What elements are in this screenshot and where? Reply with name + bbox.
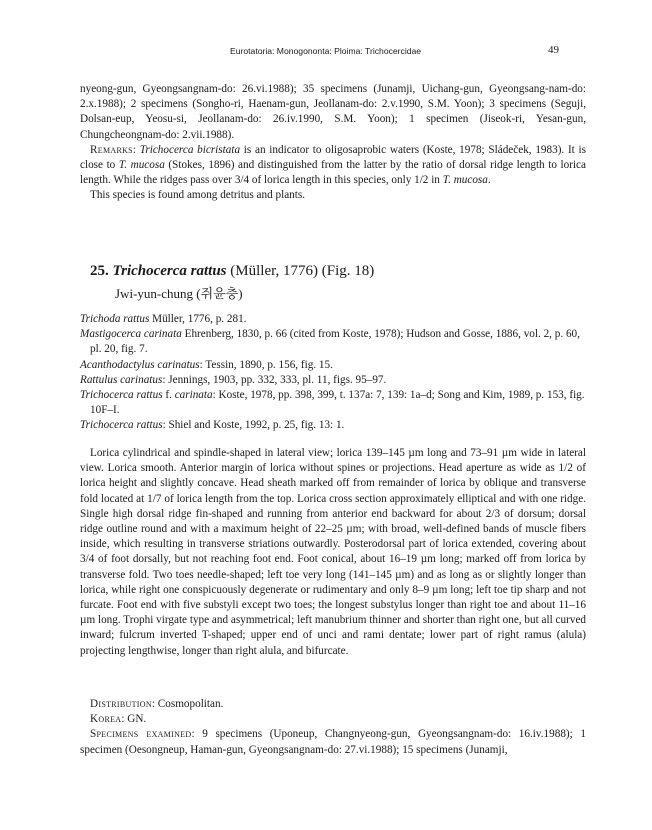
intro-section — [80, 82, 586, 204]
korea-line: Korea: GN. — [90, 713, 147, 726]
habitat-paragraph: This species is found among detritus and plants. — [90, 189, 306, 202]
synonym-item: Rattulus carinatus: Jennings, 1903, pp. 332, 333, pl. 11, figs. 95–97. — [80, 373, 387, 386]
species-number: 25. — [90, 263, 109, 279]
page-number: 49 — [548, 44, 559, 56]
synonym-item: Trichoda rattus Müller, 1776, p. 281. — [80, 313, 247, 325]
korean-name: Jwi-yun-chung (쥐윤충) — [115, 286, 243, 301]
running-head: Eurotatoria: Monogononta: Ploima: Trichocercidae — [230, 46, 422, 56]
description-section — [80, 446, 586, 659]
remarks-label: Remarks — [90, 143, 133, 156]
species-heading — [90, 262, 374, 281]
records-section — [80, 697, 586, 758]
synonym-item: Trichocerca rattus f. carinata: Koste, 1978, pp. 398, 399, t. 137a: 7, 139: 1a–d; Song and Kim, 1989, p. 153, fig. 10F–I. — [80, 389, 585, 417]
specimens-continued-paragraph: nyeong-gun, Gyeongsangnam-do: 26.vi.1988); 35 specimens (Junamji, Uichang-gun, Gyeongsang-nam-do: 2.x.1988); 2 specimens (Songho-ri, Haenam-gun, Jeollanam-do: 2.v.1990, S.M. Yoon); 3 specimens (Seguji, Dolsan-eup, Yeosu-si, Jeollanam-do: 26.iv.1990, S.M. Yoon); 1 specimen (Jiseok-ri, Yesan-gun, Chungcheongnam-do: 2.vii.1988). — [80, 83, 586, 141]
synonymy-list — [80, 312, 586, 434]
species-authority: (Müller, 1776) (Fig. 18) — [226, 263, 375, 279]
distribution-line: Distribution: Cosmopolitan. — [90, 698, 224, 710]
species-name: Trichocerca rattus — [112, 263, 227, 279]
remarks-paragraph: Remarks: Trichocerca bicristata is an indicator to oligosaprobic waters (Koste, 1978; Sládeček, 1983). It is close to T. mucosa (Stokes, 1896) and distinguished from the latter by the ratio of dorsal ridge length to lorica length. While the ridges pass over 3/4 of lorica length in this species, only 1/2 in T. mucosa. — [80, 143, 586, 187]
synonym-item: Mastigocerca carinata Ehrenberg, 1830, p. 66 (cited from Koste, 1978); Hudson and Gosse, 1886, vol. 2, p. 60, pl. 20, fig. 7. — [80, 328, 580, 356]
specimens-examined-line: Specimens examined: 9 specimens (Uponeup, Changnyeong-gun, Gyeongsangnam-do: 16.iv.1988); 1 specimen (Oesongneup, Haman-gun, Gyeongsangnam-do: 27.vi.1988); 15 specimens (Junamji, — [80, 728, 586, 756]
synonym-item: Acanthodactylus carinatus: Tessin, 1890, p. 156, fig. 15. — [80, 358, 333, 371]
description-paragraph: Lorica cylindrical and spindle-shaped in lateral view; lorica 139–145 µm long and 73–91 µm wide in lateral view. Lorica smooth. Anterior margin of lorica without spines or projections. Head aperture as wide as 1/2 of lorica height and slightly concave. Head sheath marked off from remainder of lorica by oblique and transverse fold located at 1/7 of lorica length from the top. Lorica cross section approximately elliptical and with one ridge. Single high dorsal ridge fin-shaped and running from anterior end backward for about 2/3 of dorsum; dorsal ridge outline round and with a maximum height of 22–25 µm; with broad, well-defined bands of muscle fibers inside, which resulting in transverse striations outwardly. Posterodorsal part of lorica extended, covering about 3/4 of foot dorsally, but not reaching foot end. Foot conical, about 16–19 µm long; marked off from lorica by transverse fold. Two toes needle-shaped; left toe very long (141–145 µm) and as long as or slightly longer than lorica, while right one conspicuously degenerate or rudimentary and only 8–9 µm long; left toe tip sharp and not furcate. Foot end with five substyli except two toes; the longest substylus longer than right toe and about 11–16 µm long. Trophi virgate type and asymmetrical; left manubrium thinner and shorter than right one, but all curved inward; fulcrum inverted T-shaped; upper end of unci and rami dentate; lower part of right ramus (alula) projecting lengthwise, longer than right alula, and bifurcate. — [80, 447, 586, 657]
synonym-item: Trichocerca rattus: Shiel and Koste, 1992, p. 25, fig. 13: 1. — [80, 419, 345, 432]
